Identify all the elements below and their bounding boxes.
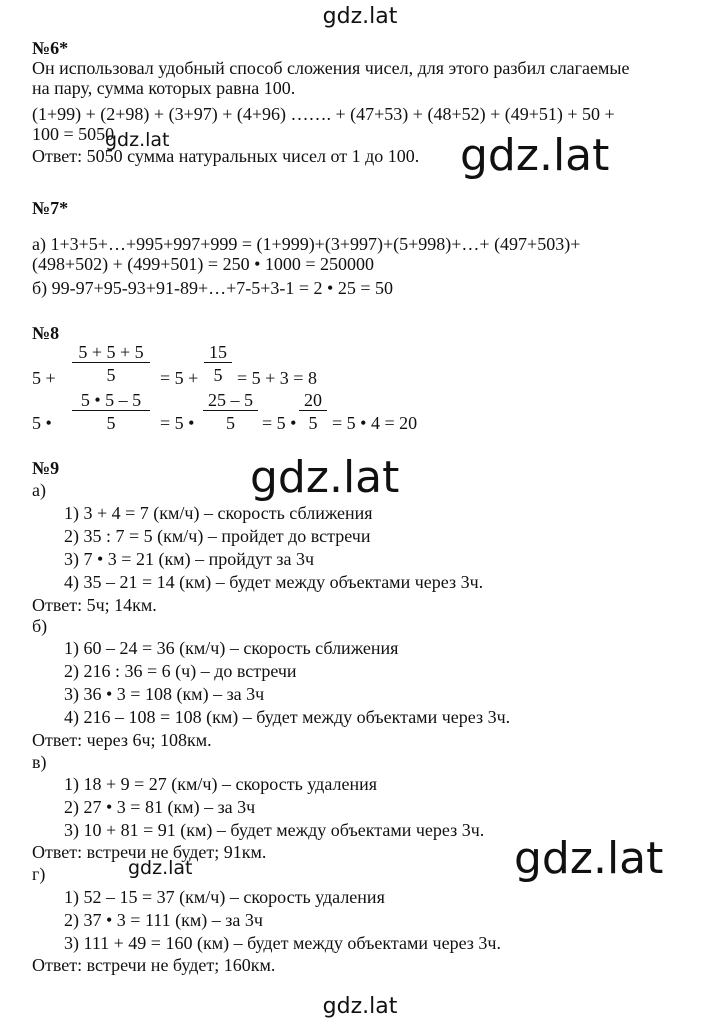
fraction-denominator: 5: [106, 413, 116, 433]
solution-step: 4) 216 – 108 = 108 (км) – будет между объектами через 3ч.: [64, 707, 511, 727]
task-6-text: на пару, сумма которых равна 100.: [32, 78, 296, 98]
fraction-denominator: 5: [308, 413, 318, 433]
solution-step: 3) 111 + 49 = 160 (км) – будет между объектами через 3ч.: [64, 933, 501, 953]
answer: Ответ: через 6ч; 108км.: [32, 730, 212, 750]
expr-lead: 5 •: [32, 413, 52, 433]
watermark-inline: gdz.lat: [105, 129, 170, 151]
part-label: б): [32, 616, 48, 636]
expr-tail: = 5 • 4 = 20: [332, 413, 418, 433]
part-label: в): [32, 752, 47, 772]
solution-step: 1) 60 – 24 = 36 (км/ч) – скорость сближения: [64, 638, 399, 658]
solution-step: 3) 7 • 3 = 21 (км) – пройдут за 3ч: [64, 549, 315, 569]
task-6-title: №6*: [32, 38, 69, 58]
task-6-text: Он использовал удобный способ сложения чисел, для этого разбил слагаемые: [32, 58, 630, 78]
solution-step: 3) 10 + 81 = 91 (км) – будет между объектами через 3ч.: [64, 820, 485, 840]
solution-step: 1) 52 – 15 = 37 (км/ч) – скорость удаления: [64, 887, 385, 907]
watermark-large: gdz.lat: [460, 130, 610, 181]
fraction: [204, 342, 232, 385]
task-7-title: №7*: [32, 198, 69, 218]
fraction-numerator: 15: [204, 342, 232, 363]
watermark-top: gdz.lat: [322, 4, 398, 29]
answer: Ответ: встречи не будет; 91км.: [32, 842, 267, 862]
task-8-title: №8: [32, 323, 60, 343]
watermark-inline: gdz.lat: [128, 857, 193, 879]
expr-mid: = 5 •: [160, 413, 195, 433]
solution-step: 2) 37 • 3 = 111 (км) – за 3ч: [64, 910, 263, 930]
fraction: [72, 342, 150, 385]
expr-tail: = 5 + 3 = 8: [237, 368, 317, 388]
task-6-text: 100 = 5050: [32, 124, 115, 144]
task-9-title: №9: [32, 458, 60, 478]
watermark-large: gdz.lat: [250, 452, 400, 503]
answer: Ответ: 5ч; 14км.: [32, 595, 157, 615]
expr-lead: 5 +: [32, 368, 56, 388]
watermark-large: gdz.lat: [514, 833, 664, 884]
fraction-denominator: 5: [213, 365, 223, 385]
fraction-numerator: 25 – 5: [203, 390, 258, 411]
fraction-numerator: 20: [299, 390, 327, 411]
task-7-text: (498+502) + (499+501) = 250 • 1000 = 250000: [32, 254, 375, 274]
fraction: [203, 390, 258, 433]
solution-step: 2) 27 • 3 = 81 (км) – за 3ч: [64, 797, 256, 817]
task-6-answer: Ответ: 5050 сумма натуральных чисел от 1 до 100.: [32, 146, 420, 166]
task-7-text: а) 1+3+5+…+995+997+999 = (1+999)+(3+997)+(5+998)+…+ (497+503)+: [32, 234, 581, 254]
answer: Ответ: встречи не будет; 160км.: [32, 955, 276, 975]
solution-step: 4) 35 – 21 = 14 (км) – будет между объектами через 3ч.: [64, 572, 484, 592]
expr-mid: = 5 •: [262, 413, 297, 433]
solution-step: 2) 216 : 36 = 6 (ч) – до встречи: [64, 661, 297, 681]
solution-step: 3) 36 • 3 = 108 (км) – за 3ч: [64, 684, 265, 704]
part-label: г): [32, 864, 46, 884]
task-6-text: (1+99) + (2+98) + (3+97) + (4+96) ……. + (47+53) + (48+52) + (49+51) + 50 +: [32, 104, 615, 124]
solution-step: 1) 3 + 4 = 7 (км/ч) – скорость сближения: [64, 503, 373, 523]
fraction: [72, 390, 150, 433]
watermark-bottom: gdz.lat: [322, 994, 398, 1019]
fraction-numerator: 5 + 5 + 5: [72, 342, 150, 363]
fraction-numerator: 5 • 5 – 5: [72, 390, 150, 411]
solution-step: 1) 18 + 9 = 27 (км/ч) – скорость удаления: [64, 774, 377, 794]
task-7-text: б) 99-97+95-93+91-89+…+7-5+3-1 = 2 • 25 = 50: [32, 278, 393, 298]
expr-mid: = 5 +: [160, 368, 199, 388]
fraction-denominator: 5: [226, 413, 235, 433]
fraction: [299, 390, 327, 433]
part-label: а): [32, 480, 46, 500]
solution-step: 2) 35 : 7 = 5 (км/ч) – пройдет до встречи: [64, 526, 371, 546]
fraction-denominator: 5: [106, 365, 116, 385]
